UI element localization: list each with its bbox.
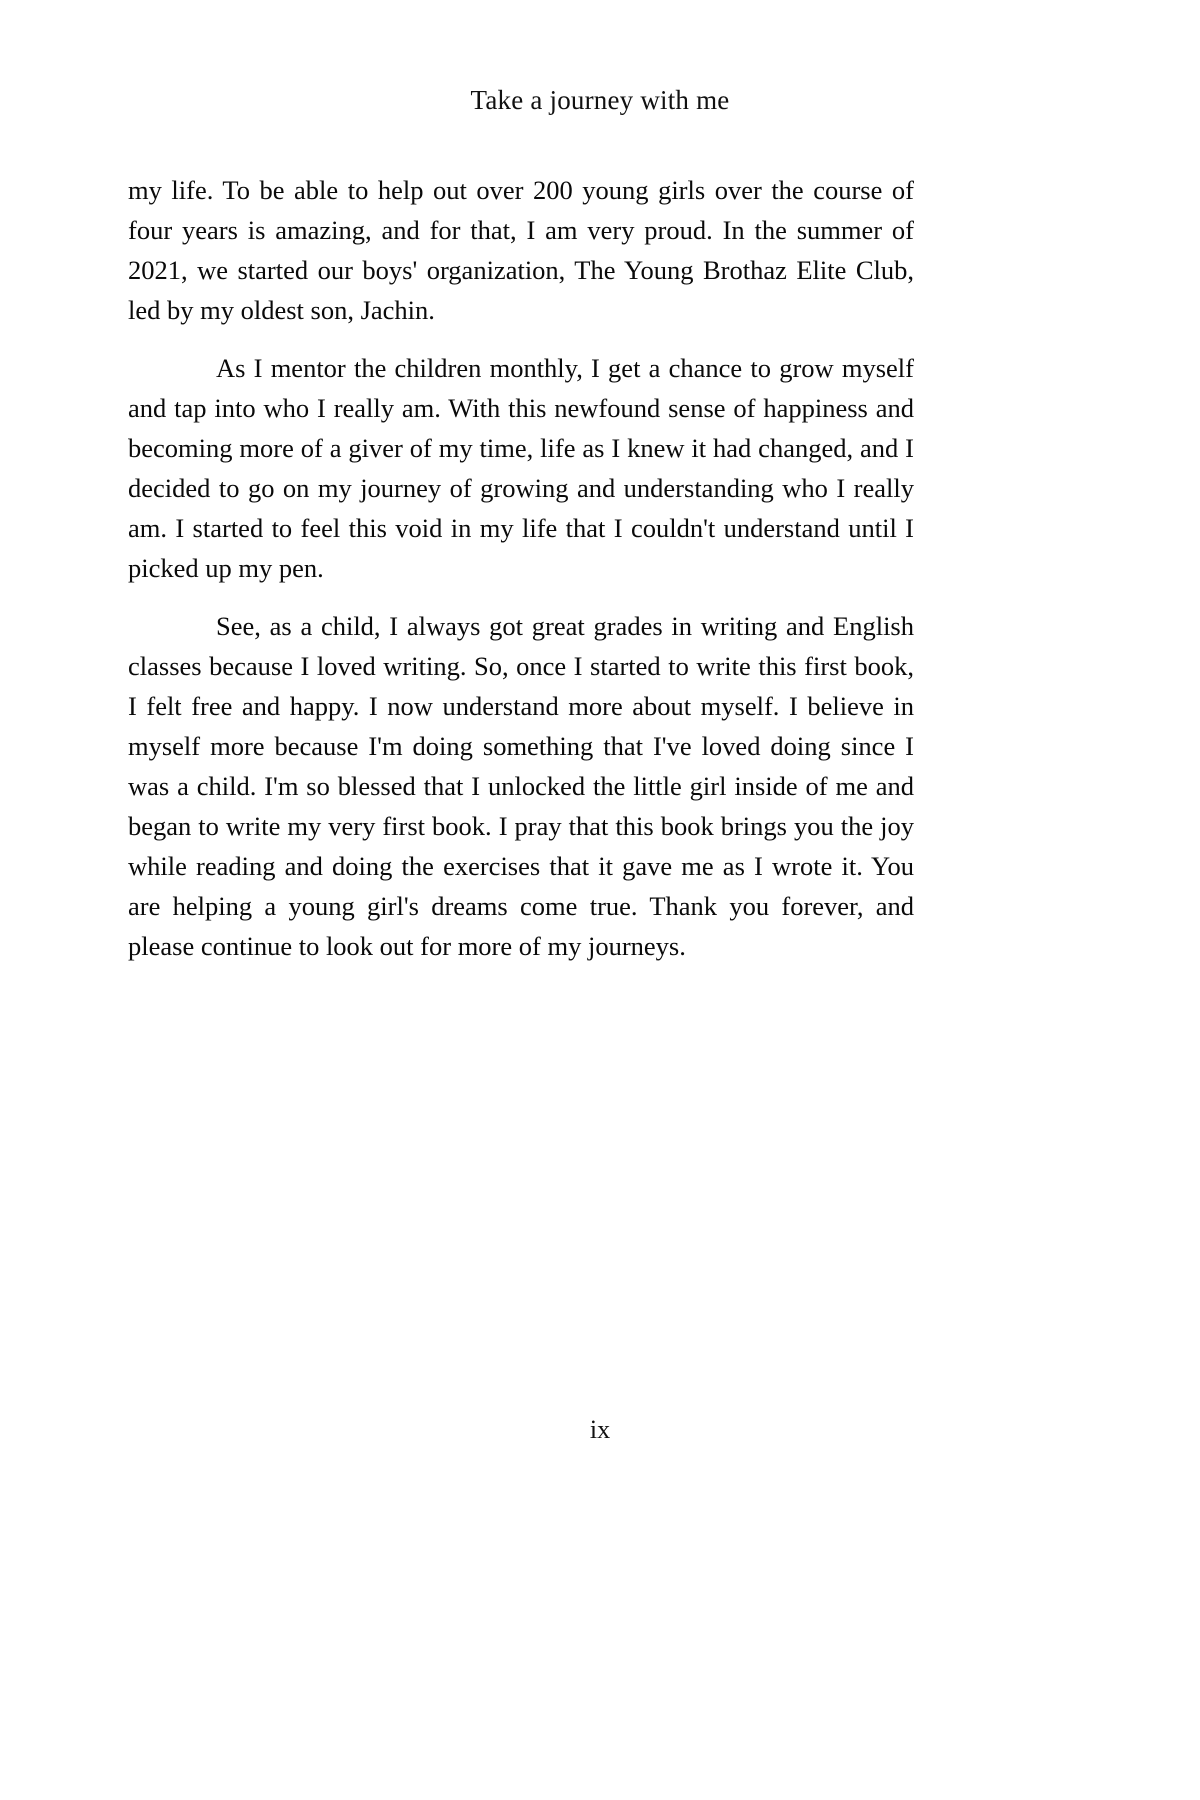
page-number: ix — [589, 1415, 611, 1444]
paragraph-2: As I mentor the children monthly, I get a chance to grow myself and tap into who I really am. With this newfound sense of happiness and becoming more of a giver of my time, life as I knew it had changed, and I decided to go on my journey of growing and understanding who I really am. I started to feel this void in my life that I couldn't understand until I picked up my pen. — [128, 353, 914, 583]
running-head: Take a journey with me — [470, 85, 730, 115]
paragraph-3: See, as a child, I always got great grades in writing and English classes because I loved writing. So, once I started to write this first book, I felt free and happy. I now understand more about myself. I believe in myself more because I'm doing something that I've loved doing since I was a child. I'm so blessed that I unlocked the little girl inside of me and began to write my very first book. I pray that this book brings you the joy while reading and doing the exercises that it gave me as I wrote it. You are helping a young girl's dreams come true. Thank you forever, and please continue to look out for more of my journeys. — [128, 611, 914, 961]
body-text-column — [128, 170, 914, 966]
paragraph-1: my life. To be able to help out over 200 young girls over the course of four years is amazing, and for that, I am very proud. In the summer of 2021, we started our boys' organization, The Young Brothaz Elite Club, led by my oldest son, Jachin. — [128, 175, 914, 325]
